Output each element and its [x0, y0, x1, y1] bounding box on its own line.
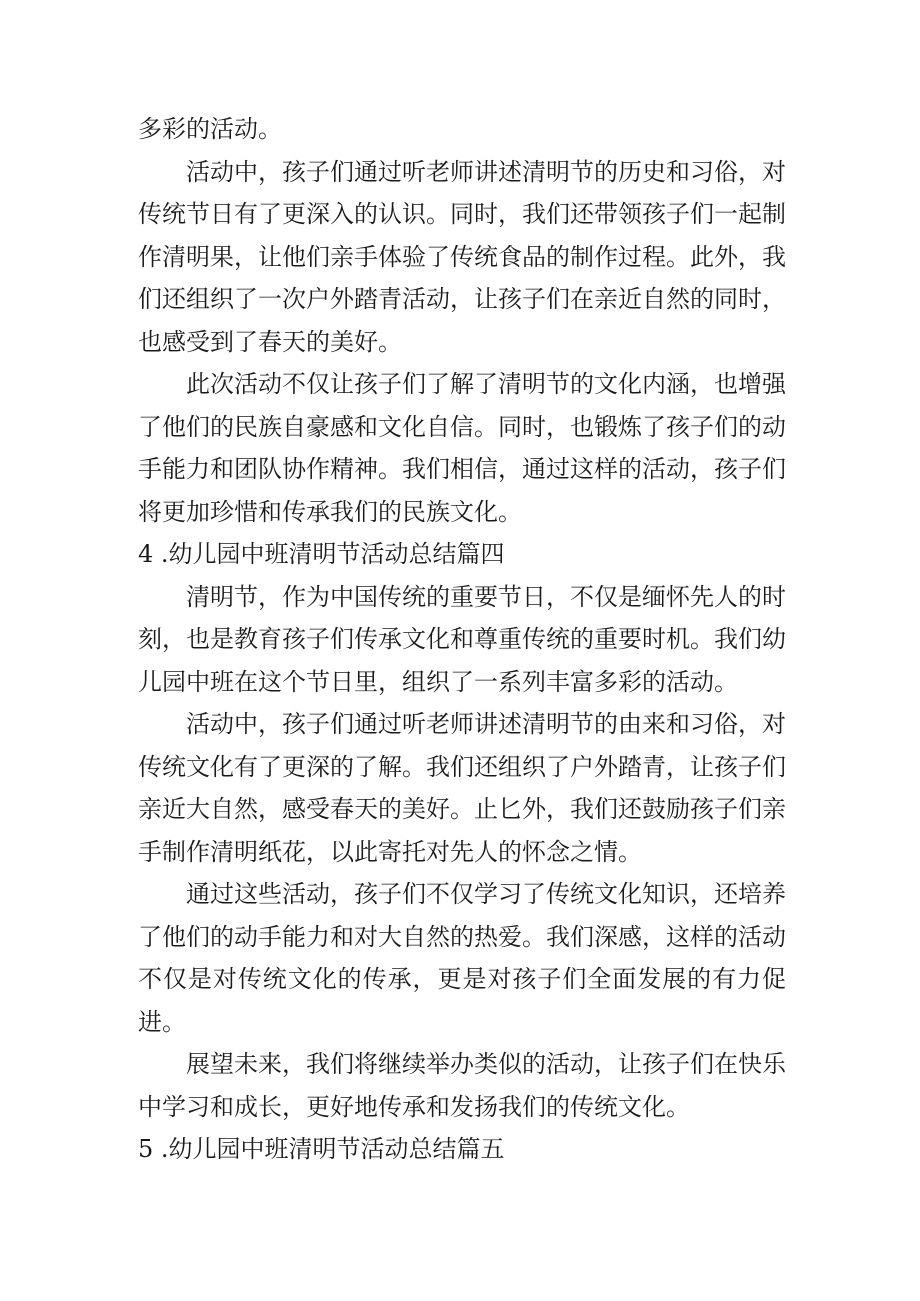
paragraph-body: 活动中，孩子们通过听老师讲述清明节的历史和习俗，对传统节日有了更深入的认识。同时，我们还带领孩子们一起制作清明果，让他们亲手体验了传统食品的制作过程。此外，我们还组织了一次户外踏青活动，让孩子们在亲近自然的同时，也感受到了春天的美好。: [138, 157, 786, 356]
paragraph-continuation: 多彩的活动。: [138, 115, 282, 143]
paragraph-body: 清明节，作为中国传统的重要节日，不仅是缅怀先人的时刻，也是教育孩子们传承文化和尊重传统的重要时机。我们幼儿园中班在这个节日里，组织了一系列丰富多彩的活动。: [138, 582, 786, 696]
section-heading: 5 .幼儿园中班清明节活动总结篇五: [138, 1135, 505, 1163]
paragraph-body: 活动中，孩子们通过听老师讲述清明节的由来和习俗，对传统文化有了更深的了解。我们还组织了户外踏青，让孩子们亲近大自然，感受春天的美好。止匕外，我们还鼓励孩子们亲手制作清明纸花，以此寄托对先人的怀念之情。: [138, 710, 786, 866]
paragraph-body: 通过这些活动，孩子们不仅学习了传统文化知识，还培养了他们的动手能力和对大自然的热爱。我们深感，这样的活动不仅是对传统文化的传承，更是对孩子们全面发展的有力促进。: [138, 880, 786, 1036]
paragraph-body: 展望未来，我们将继续举办类似的活动，让孩子们在快乐中学习和成长，更好地传承和发扬我们的传统文化。: [138, 1050, 786, 1121]
paragraph-body: 此次活动不仅让孩子们了解了清明节的文化内涵，也增强了他们的民族自豪感和文化自信。同时，也锻炼了孩子们的动手能力和团队协作精神。我们相信，通过这样的活动，孩子们将更加珍惜和传承我们的民族文化。: [138, 370, 786, 526]
document-body: [138, 108, 786, 1171]
section-heading: 4 .幼儿园中班清明节活动总结篇四: [138, 540, 505, 568]
